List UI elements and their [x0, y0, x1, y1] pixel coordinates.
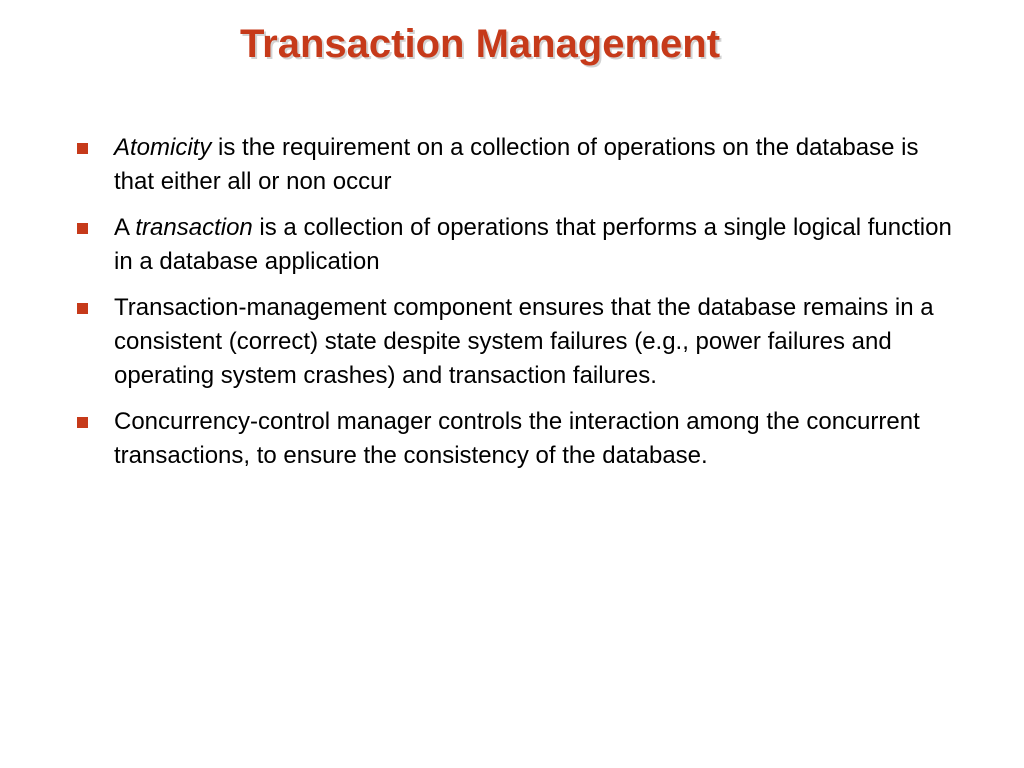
bullet-list	[76, 131, 956, 485]
bullet-item-atomicity	[76, 131, 956, 199]
bullet-text: Transaction-management component ensures that the database remains in a consistent (correct) state despite system failures (e.g., power failures and operating system crashes) and transaction failures.	[114, 294, 934, 389]
bullet-item-concurrency-control	[76, 405, 956, 473]
square-bullet-icon	[77, 143, 88, 154]
bullet-text: is a collection of operations that performs a single logical function in a database application	[114, 214, 952, 275]
bullet-term-transaction: transaction	[135, 214, 253, 241]
bullet-item-transaction-management	[76, 291, 956, 393]
slide-title: Transaction Management	[239, 22, 721, 66]
square-bullet-icon	[77, 223, 88, 234]
bullet-term-atomicity: Atomicity	[114, 134, 212, 161]
square-bullet-icon	[77, 417, 88, 428]
bullet-text: is the requirement on a collection of operations on the database is that either all or non occur	[114, 134, 919, 195]
bullet-text: Concurrency-control manager controls the interaction among the concurrent transactions, to ensure the consistency of the database.	[114, 408, 920, 469]
bullet-lead-text: A	[114, 214, 136, 241]
bullet-item-transaction	[76, 211, 956, 279]
square-bullet-icon	[77, 303, 88, 314]
